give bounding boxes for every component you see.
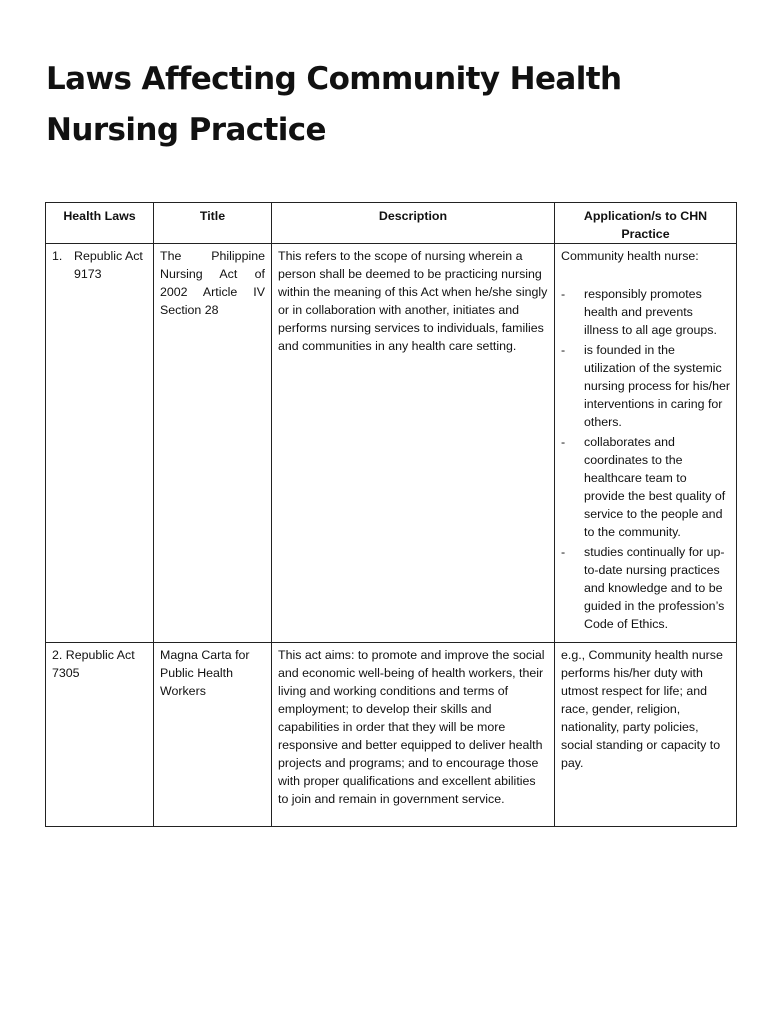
dash-bullet: -: [561, 343, 566, 357]
table-header-row: [46, 203, 737, 244]
dash-bullet: -: [561, 287, 566, 301]
dash-bullet: -: [561, 435, 566, 449]
page-title-line-1: Laws Affecting Community Health: [46, 61, 622, 97]
list-item: [561, 341, 730, 431]
list-item: [561, 433, 730, 541]
description-cell: This refers to the scope of nursing wherein a person shall be deemed to be practicing nursing within the meaning of this Act when he/she singly or in collaboration with another, initiates and performs nursing services to individuals, families and communities in any health care setting.: [272, 244, 555, 643]
column-header-description: Description: [272, 203, 555, 244]
list-item-text: collaborates and coordinates to the healthcare team to provide the best quality of service to the people and to the community.: [584, 435, 726, 539]
list-item-text: studies continually for up-to-date nursing practices and knowledge and to be guided in the profession’s Code of Ethics.: [584, 545, 725, 631]
numbered-law: [52, 247, 147, 283]
table-row: [46, 643, 737, 827]
application-cell: e.g., Community health nurse performs his/her duty with utmost respect for life; and race, gender, religion, nationality, party policies, social standing or capacity to pay.: [555, 643, 737, 827]
health-laws-table: [45, 202, 737, 827]
law-name: Republic Act 9173: [74, 249, 143, 281]
health-law-cell: [46, 244, 154, 643]
page-title-line-2: Nursing Practice: [46, 112, 326, 148]
health-law-cell: 2. Republic Act 7305: [46, 643, 154, 827]
dash-bullet: -: [561, 545, 566, 559]
list-item-text: is founded in the utilization of the systemic nursing process for his/her interventions in caring for others.: [584, 343, 731, 429]
application-list: [561, 285, 730, 633]
column-header-title: Title: [154, 203, 272, 244]
application-lead: Community health nurse:: [561, 249, 699, 263]
list-item-text: responsibly promotes health and prevents illness to all age groups.: [584, 287, 717, 337]
column-header-application: Application/s to CHN Practice: [555, 203, 737, 244]
application-cell: [555, 244, 737, 643]
table-row: [46, 244, 737, 643]
law-title-cell: Magna Carta for Public Health Workers: [154, 643, 272, 827]
law-title-cell: The Philippine Nursing Act of 2002 Article IV Section 28: [154, 244, 272, 643]
page-title: [46, 54, 686, 156]
law-number: 1.: [52, 249, 63, 263]
column-header-health-laws: Health Laws: [46, 203, 154, 244]
description-cell: This act aims: to promote and improve the social and economic well-being of health workers, their living and working conditions and terms of employment; to develop their skills and capabilities in order that they will be more responsive and better equipped to deliver health projects and programs; and to encourage those with proper qualifications and excellent abilities to join and remain in government service.: [272, 643, 555, 827]
list-item: [561, 285, 730, 339]
list-item: [561, 543, 730, 633]
